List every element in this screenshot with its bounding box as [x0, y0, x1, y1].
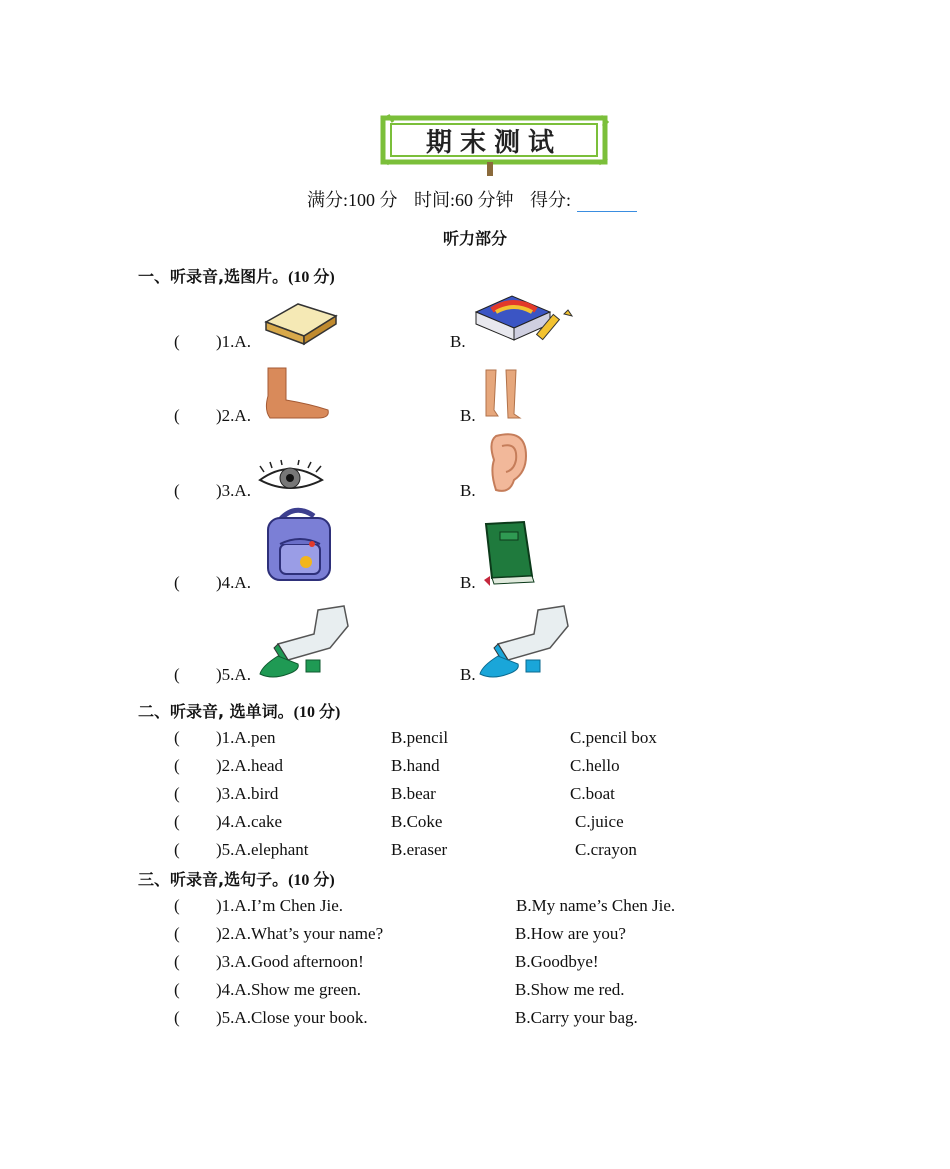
s1-q3-a-label: )3.A. [216, 481, 251, 500]
s3-q1-answer-paren[interactable]: ( [174, 896, 180, 915]
s2-q1-option-a: )1.A.pen [216, 728, 276, 747]
s1-q5-b-label: B. [460, 665, 476, 684]
crayon-box-image [474, 294, 576, 348]
s3-q3-option-b: B.Goodbye! [515, 952, 599, 971]
s2-q1-answer-paren[interactable]: ( [174, 728, 180, 747]
s2-q3-option-c: C.boat [570, 784, 615, 803]
s1-q1-paren[interactable]: ( [174, 332, 180, 351]
part-title: 听力部分 [442, 229, 507, 248]
s1-q1-b-label: B. [450, 332, 466, 351]
blue-paint-image [478, 604, 570, 682]
s2-q5-answer-paren[interactable]: ( [174, 840, 180, 859]
s1-q4-a-label: )4.A. [216, 573, 251, 592]
s2-q5-option-a: )5.A.elephant [216, 840, 309, 859]
s2-q2-option-a: )2.A.head [216, 756, 284, 775]
s2-q4-option-c: C.juice [575, 812, 624, 831]
s3-q4-option-a: )4.A.Show me green. [216, 980, 361, 999]
s3-q2-option-b: B.How are you? [515, 924, 626, 943]
s2-q3-answer-paren[interactable]: ( [174, 784, 180, 803]
s3-q4-option-b: B.Show me red. [515, 980, 625, 999]
section3-title: 三、听录音,选句子。(10 分) [138, 870, 335, 889]
section2-title: 二、听录音, 选单词。(10 分) [138, 702, 341, 721]
page-title: 期末测试 [425, 128, 562, 158]
score-label: 得分: [530, 190, 643, 210]
score-blank[interactable] [577, 193, 637, 212]
s1-q1-a-label: )1.A. [216, 332, 251, 351]
full-score: 满分:100 分 [306, 190, 398, 210]
s1-q5-a-label: )5.A. [216, 665, 251, 684]
section1-title: 一、听录音,选图片。(10 分) [138, 267, 335, 286]
foot-image [262, 366, 332, 422]
s3-q4-answer-paren[interactable]: ( [174, 980, 180, 999]
time-limit: 时间:60 分钟 [413, 190, 514, 210]
s3-q2-answer-paren[interactable]: ( [174, 924, 180, 943]
s2-q1-option-b: B.pencil [391, 728, 449, 747]
s2-q4-option-a: )4.A.cake [216, 812, 283, 831]
title-banner [381, 114, 607, 166]
s1-q4-b-label: B. [460, 573, 476, 592]
green-paint-image [258, 604, 350, 682]
ear-image [486, 432, 530, 496]
s2-q2-option-c: C.hello [570, 756, 620, 775]
school-bag-image [258, 504, 338, 584]
s3-q1-option-b: B.My name’s Chen Jie. [516, 896, 676, 915]
s2-q4-answer-paren[interactable]: ( [174, 812, 180, 831]
s3-q5-option-a: )5.A.Close your book. [216, 1008, 368, 1027]
s2-q1-option-c: C.pencil box [570, 728, 657, 747]
s3-q3-option-a: )3.A.Good afternoon! [216, 952, 364, 971]
s1-q2-a-label: )2.A. [216, 406, 251, 425]
s2-q3-option-b: B.bear [391, 784, 436, 803]
s1-q3-b-label: B. [460, 481, 476, 500]
s3-q2-option-a: )2.A.What’s your name? [216, 924, 384, 943]
book-image [480, 520, 538, 586]
eye-image [258, 460, 324, 500]
s3-q5-option-b: B.Carry your bag. [515, 1008, 638, 1027]
s1-q3-paren[interactable]: ( [174, 481, 180, 500]
s2-q2-option-b: B.hand [391, 756, 440, 775]
s3-q1-option-a: )1.A.I’m Chen Jie. [216, 896, 344, 915]
s3-q5-answer-paren[interactable]: ( [174, 1008, 180, 1027]
s1-q5-paren[interactable]: ( [174, 665, 180, 684]
eraser-image [258, 300, 340, 346]
legs-image [480, 370, 524, 420]
exam-meta [0, 186, 950, 212]
s2-q4-option-b: B.Coke [391, 812, 443, 831]
s1-q2-paren[interactable]: ( [174, 406, 180, 425]
s2-q3-option-a: )3.A.bird [216, 784, 279, 803]
s2-q5-option-b: B.eraser [391, 840, 448, 859]
s2-q2-answer-paren[interactable]: ( [174, 756, 180, 775]
s1-q2-b-label: B. [460, 406, 476, 425]
s2-q5-option-c: C.crayon [575, 840, 637, 859]
s3-q3-answer-paren[interactable]: ( [174, 952, 180, 971]
s1-q4-paren[interactable]: ( [174, 573, 180, 592]
